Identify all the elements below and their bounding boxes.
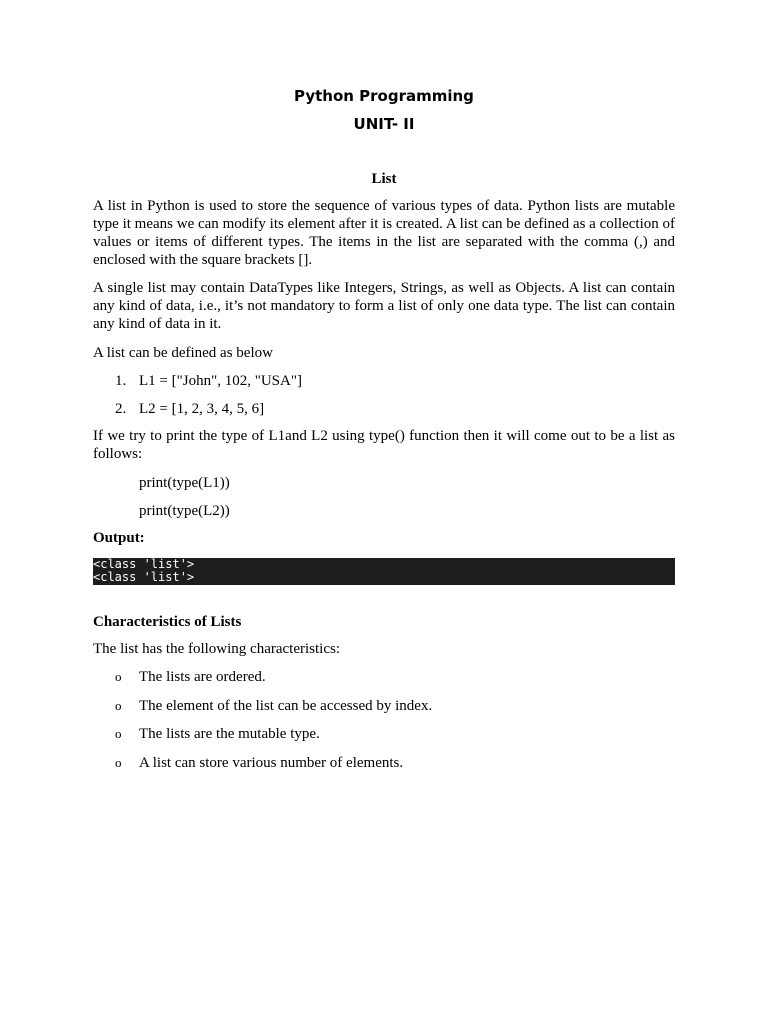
characteristic-item — [115, 697, 675, 715]
characteristics-heading: Characteristics of Lists — [93, 614, 242, 630]
output-line: <class 'list'> — [93, 557, 195, 571]
characteristics-intro: The list has the following characteristics: — [93, 641, 341, 657]
bullet-icon: o — [115, 726, 122, 741]
output-line: <class 'list'> — [93, 570, 195, 584]
output-code-block — [93, 558, 675, 585]
bullet-icon: o — [115, 698, 122, 713]
characteristic-item — [115, 754, 675, 772]
example-code: L2 = [1, 2, 3, 4, 5, 6] — [139, 401, 265, 417]
example-item — [115, 400, 675, 418]
print-statement: print(type(L1)) — [139, 475, 230, 491]
example-item — [115, 372, 675, 390]
document-title: Python Programming — [294, 87, 474, 105]
characteristic-text: A list can store various number of elements. — [139, 755, 404, 771]
characteristic-text: The lists are ordered. — [139, 669, 266, 685]
bullet-icon: o — [115, 669, 122, 684]
example-number: 1. — [115, 373, 127, 389]
print-statement: print(type(L2)) — [139, 503, 230, 519]
characteristic-item — [115, 668, 675, 686]
output-label: Output: — [93, 530, 145, 546]
characteristic-item — [115, 725, 675, 743]
example-number: 2. — [115, 401, 127, 417]
list-define-paragraph: A list can be defined as below — [93, 345, 273, 361]
bullet-icon: o — [115, 755, 122, 770]
unit-title: UNIT- II — [353, 115, 415, 133]
list-section-heading: List — [371, 171, 397, 187]
characteristic-text: The lists are the mutable type. — [139, 726, 320, 742]
list-intro-paragraph: A list in Python is used to store the sequence of various types of data. Python lists are mutable type it means we can modify its element after it is created. A list can be defined as a collection of values or items of different types. The items in the list are separated with the comma (,) and enclosed with the square brackets []. — [93, 198, 675, 268]
type-function-paragraph: If we try to print the type of L1and L2 using type() function then it will come out to be a list as follows: — [93, 428, 675, 462]
example-code: L1 = ["John", 102, "USA"] — [139, 373, 302, 389]
characteristic-text: The element of the list can be accessed by index. — [139, 698, 433, 714]
list-datatypes-paragraph: A single list may contain DataTypes like Integers, Strings, as well as Objects. A list can contain any kind of data, i.e., it’s not mandatory to form a list of only one data type. The list can contain any kind of data in it. — [93, 280, 675, 332]
